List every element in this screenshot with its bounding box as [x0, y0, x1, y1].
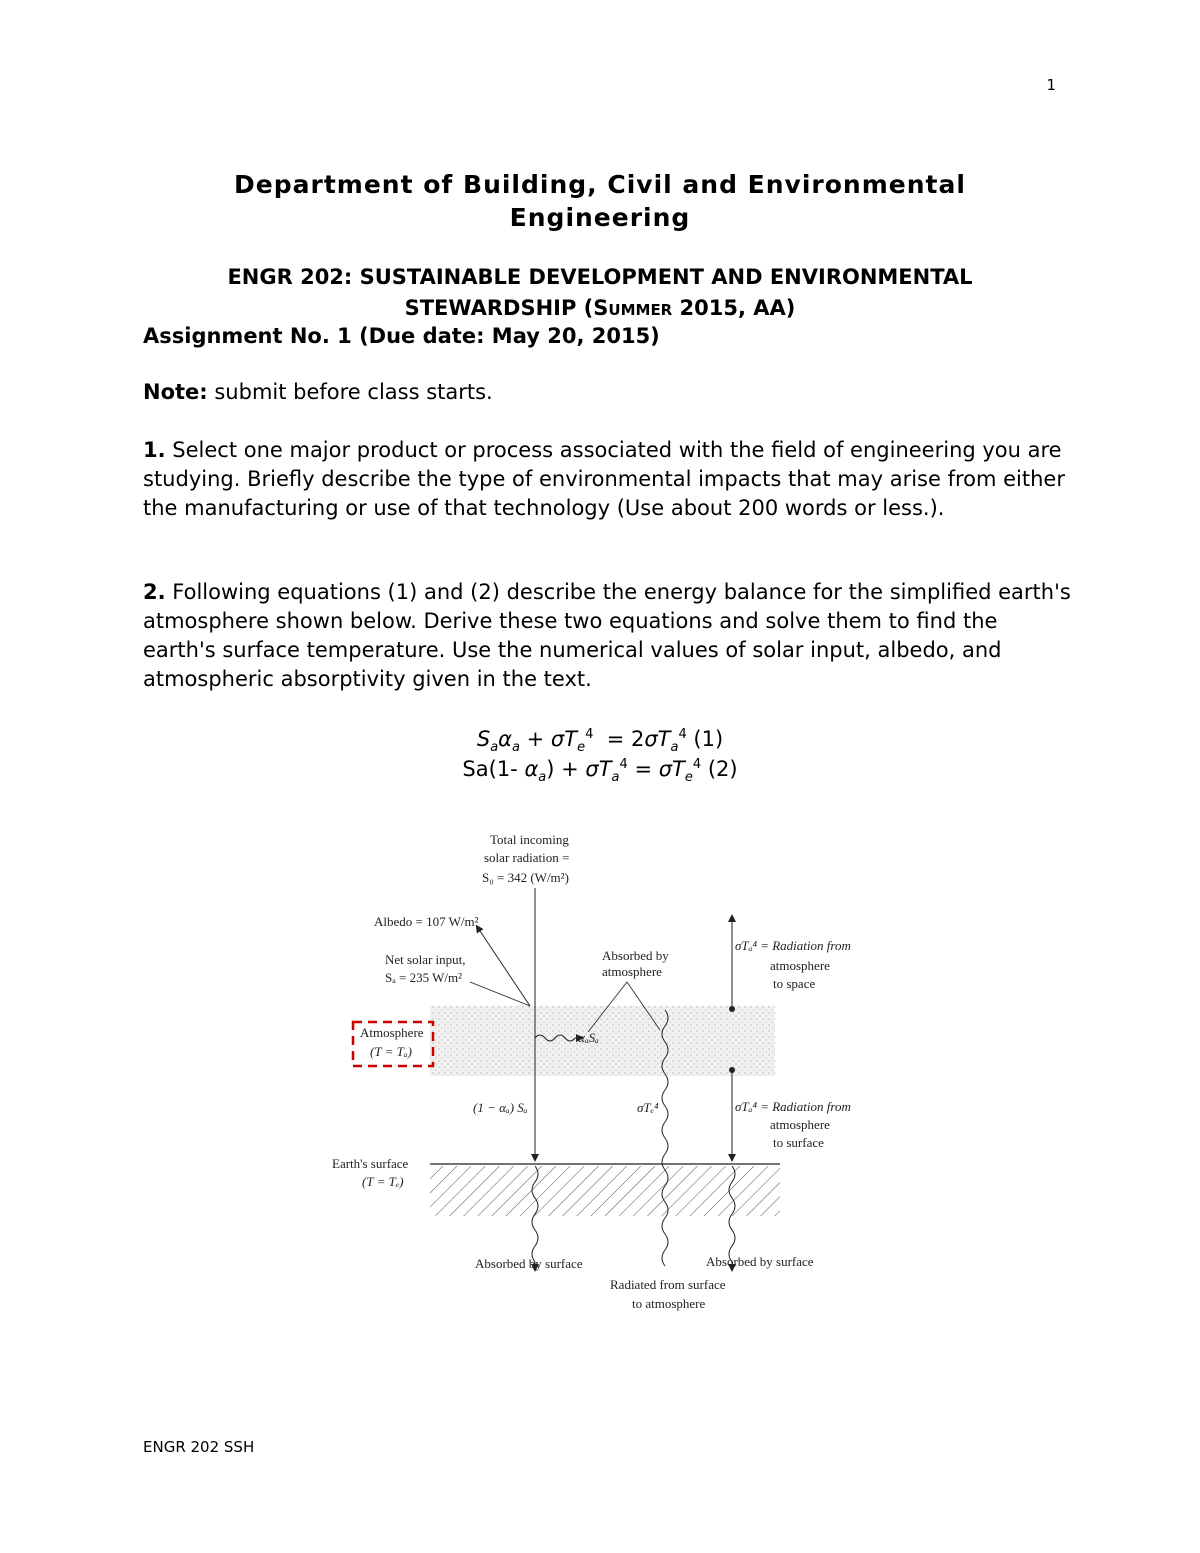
course-title [143, 262, 1057, 326]
net-solar-label-2: Sₐ = 235 W/m² [385, 970, 463, 985]
question-2 [143, 578, 1073, 694]
radiation-surface-label-2: atmosphere [770, 1117, 830, 1132]
earth-hatch [430, 1166, 780, 1216]
equation-2-number: (2) [701, 757, 738, 781]
question-2-text: Following equations (1) and (2) describe the energy balance for the simplified earth's atmosphere shown below. Derive these two equations and solve them to find the earth's surface temperature. Use the numerical values of solar input, albedo, and atmospheric absorptivity given in the text. [143, 580, 1071, 691]
radiated-label-2: to atmosphere [632, 1296, 706, 1311]
department-line-2: Engineering [509, 203, 691, 232]
earth-label-1: Earth's surface [332, 1156, 409, 1171]
earth-label-2: (T = Tₑ) [362, 1174, 404, 1189]
page-number: 1 [1046, 76, 1056, 94]
incoming-label-2: solar radiation = [484, 850, 570, 865]
incoming-label-1: Total incoming [490, 832, 569, 847]
radiation-space-label-2: atmosphere [770, 958, 830, 973]
incoming-label-3: S₀ = 342 (W/m²) [482, 870, 569, 885]
equation-1-number: (1) [686, 727, 724, 751]
note-text: submit before class starts. [207, 380, 493, 404]
course-line-2-part-b: 2015, AA) [672, 296, 796, 320]
albedo-arrow [478, 928, 530, 1006]
atmosphere-band [430, 1006, 775, 1076]
absorbed-surface-left-label: Absorbed by surface [475, 1256, 583, 1271]
one-minus-alpha-label: (1 − αₐ) Sₐ [473, 1100, 528, 1115]
course-line-1: ENGR 202: SUSTAINABLE DEVELOPMENT AND ENVIRONMENTAL [227, 265, 973, 289]
question-1-text: Select one major product or process associated with the field of engineering you are studying. Briefly describe the type of environmental impacts that may arise from either the manufacturing or use of that technology (Use about 200 words or less.). [143, 438, 1065, 520]
absorbed-surface-right-label: Absorbed by surface [706, 1254, 814, 1269]
assignment-heading: Assignment No. 1 (Due date: May 20, 2015) [143, 324, 660, 348]
note-paragraph [143, 378, 1073, 407]
department-title [143, 168, 1057, 234]
radiation-surface-label-3: to surface [773, 1135, 824, 1150]
radiated-label-1: Radiated from surface [610, 1277, 726, 1292]
absorbed-atmosphere-label-1: Absorbed by [602, 948, 669, 963]
question-1-number: 1. [143, 438, 166, 462]
alpha-sa-label: αₐSₐ [578, 1030, 599, 1045]
question-2-number: 2. [143, 580, 166, 604]
equation-2: Sa(1- $\alpha_a) + \sigma T_a^4 = \sigma T_e^4$ (2) [462, 757, 738, 786]
course-line-2-part-a: STEWARDSHIP (S [404, 296, 609, 320]
albedo-label: Albedo = 107 W/m² [374, 914, 479, 929]
absorbed-atmosphere-label-2: atmosphere [602, 964, 662, 979]
radiation-to-surface-origin [729, 1067, 735, 1073]
net-solar-label-1: Net solar input, [385, 952, 466, 967]
footer: ENGR 202 SSH [143, 1438, 255, 1456]
atmosphere-label-1: Atmosphere [360, 1025, 424, 1040]
department-line-1: Department of Building, Civil and Environmental [234, 170, 966, 199]
sigma-te-label: σTₑ⁴ [637, 1100, 659, 1115]
radiation-space-label-3: to space [773, 976, 816, 991]
question-1 [143, 436, 1073, 523]
equation-1: $S_a\alpha_a + \sigma T_e^4 = 2\sigma T_a^4$ (1) [476, 727, 724, 756]
energy-balance-figure [330, 826, 870, 1316]
course-line-2-smallcaps: UMMER [608, 301, 673, 319]
radiation-surface-label-1: σTₐ⁴ = Radiation from [735, 1099, 851, 1114]
radiation-space-label-1: σTₐ⁴ = Radiation from [735, 938, 851, 953]
atmosphere-label-2: (T = Tₐ) [370, 1044, 412, 1059]
energy-balance-diagram [330, 826, 870, 1316]
note-label: Note: [143, 380, 208, 404]
radiation-to-space-origin [729, 1006, 735, 1012]
net-solar-pointer [470, 982, 530, 1006]
